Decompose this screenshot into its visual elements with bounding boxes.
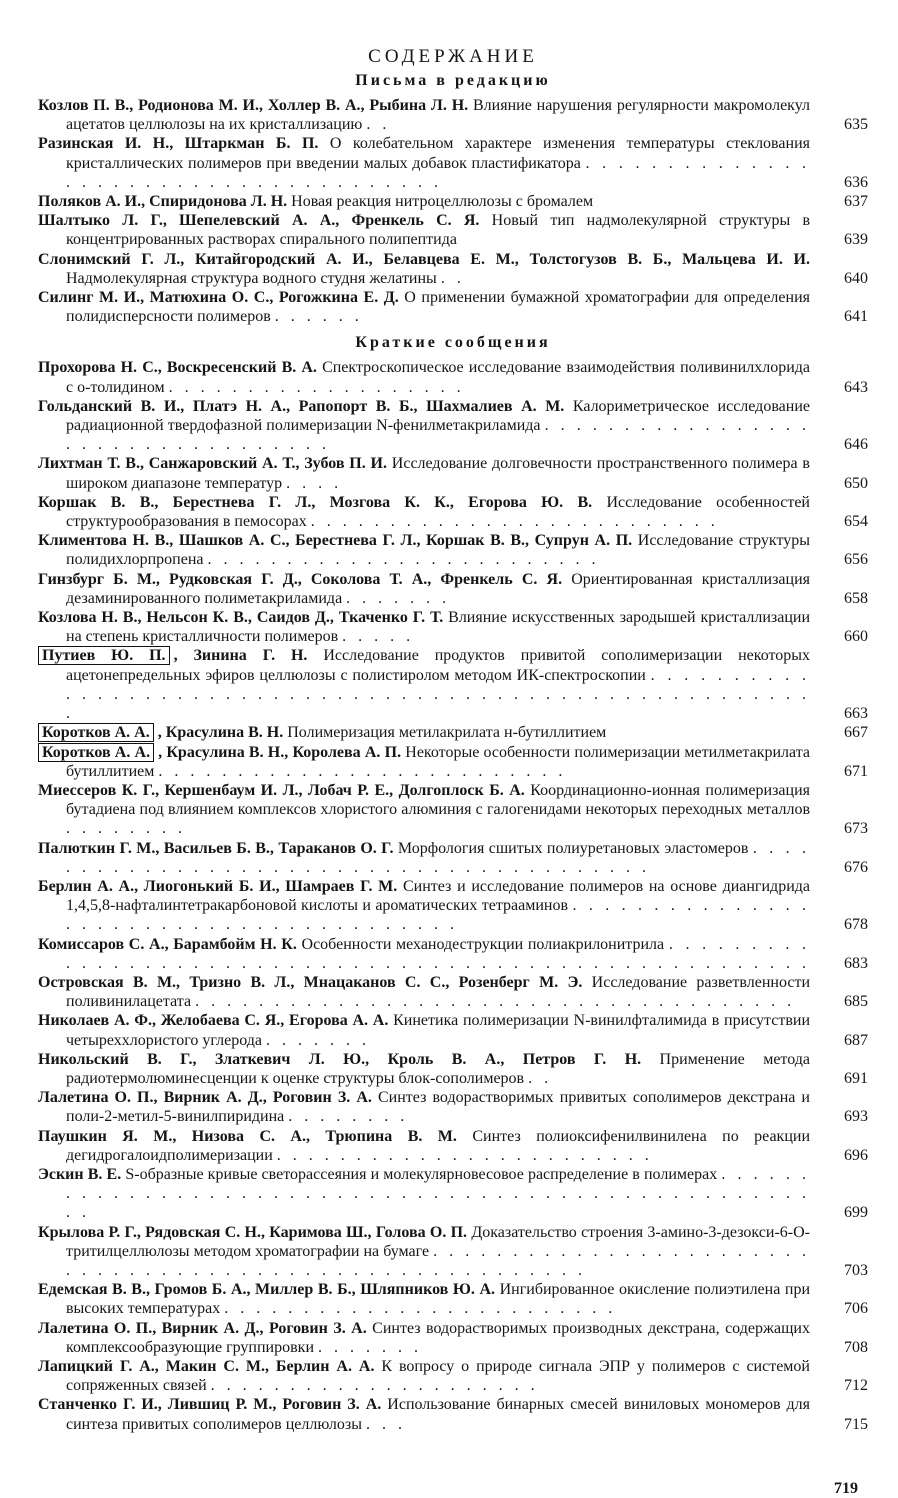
entry-text: [38, 493, 810, 531]
entry-text: [38, 211, 810, 249]
entry-leader-dots: . . . . . . . . . . . . . . . . . . . . . . . .: [276, 1146, 653, 1164]
toc-entry: [38, 608, 868, 646]
entry-text: [38, 973, 810, 1011]
toc-entry: [38, 493, 868, 531]
entry-authors: Паушкин Я. М., Низова С. А., Трюпина В. М.: [38, 1127, 457, 1145]
entry-authors: Гольданский В. И., Платэ Н. А., Рапопорт В. Б., Шахмалиев А. М.: [38, 397, 565, 415]
entry-title: Использование бинарных смесей виниловых мономеров для синтеза привитых сополимеров целлюлозы: [66, 1396, 811, 1433]
toc-entry: [38, 1395, 868, 1433]
entry-title: Кинетика полимеризации N-винилфталимида в присутствии четыреххлористого углерода: [66, 1012, 811, 1049]
entry-title: Новая реакция нитроцеллюлозы с бромалем: [287, 193, 594, 211]
entry-text: [38, 839, 810, 877]
entry-authors: Лапицкий Г. А., Макин С. М., Берлин А. А.: [38, 1358, 375, 1375]
entry-authors: Слонимский Г. Л., Китайгородский А. И., Белавцева Е. М., Толстогузов В. Б., Мальцева И. И.: [38, 250, 810, 268]
entry-text: [38, 1319, 810, 1357]
entry-page-number: 693: [844, 1108, 868, 1126]
page-title: СОДЕРЖАНИЕ: [368, 46, 538, 67]
entry-text: [38, 1357, 810, 1395]
entry-page-number: 636: [844, 173, 868, 191]
entry-title: Синтез водорастворимых производных декстрана, содержащих комплексообразующие группировки: [66, 1319, 810, 1356]
entry-title: Синтез водорастворимых привитых сополимеров декстрана и поли-2-метил-5-винилпиридина: [66, 1089, 810, 1126]
entry-authors: Гинзбург Б. М., Рудковская Г. Д., Соколова Т. А., Френкель С. Я.: [38, 570, 563, 588]
entry-leader-dots: . . . . .: [342, 628, 415, 646]
entry-page-number: 715: [844, 1415, 868, 1433]
toc-entry: [38, 1088, 868, 1126]
entry-page-number: 687: [844, 1031, 868, 1049]
entry-authors: Коршак В. В., Берестнева Г. Л., Мозгова К. К., Егорова Ю. В.: [38, 493, 593, 511]
toc-entry: [38, 288, 868, 326]
entry-text: [38, 1395, 810, 1433]
entry-title: Влияние нарушения регулярности макромолекул ацетатов целлюлозы на их кристаллизацию: [66, 97, 811, 134]
toc-entry: [38, 96, 868, 134]
entry-authors: Николаев А. Ф., Желобаева С. Я., Егорова А. А.: [38, 1012, 389, 1030]
entry-leader-dots: . . . . . . .: [346, 589, 451, 607]
entry-page-number: 639: [844, 231, 868, 249]
entry-page-number: 708: [844, 1338, 868, 1356]
entry-leader-dots: . . . . . . . . . . . . . . . . . . . . . . . . . . . . . . . . . . . . . . . . . . . . . . . . . . . . . . .: [66, 1165, 810, 1222]
entry-text: [38, 1088, 810, 1126]
entry-text: [38, 192, 810, 211]
entry-authors: Козлов П. В., Родионова М. И., Холлер В. А., Рыбина Л. Н.: [38, 97, 469, 114]
entry-authors: Лалетина О. П., Вирник А. Д., Роговин З. А.: [38, 1089, 372, 1107]
entry-page-number: 673: [844, 820, 868, 838]
entry-authors: Прохорова Н. С., Воскресенский В. А.: [38, 359, 317, 377]
entry-text: [38, 608, 810, 646]
entry-text: [38, 743, 810, 781]
entry-text: [38, 723, 810, 742]
entry-page-number: 663: [844, 705, 868, 723]
entry-page-number: 637: [844, 193, 868, 211]
entry-page-number: 676: [844, 858, 868, 876]
entry-page-number: 643: [844, 378, 868, 396]
entry-leader-dots: . .: [366, 116, 391, 134]
entry-leader-dots: . . . . . . .: [266, 1031, 370, 1049]
entry-leader-dots: . . . . . . . . . . . . . . . . . . . . . . . . . . . . . . . . . . . . . . . . . . . . . . . . . . . . . . . . . .: [66, 666, 810, 723]
contents-page: [38, 46, 868, 1434]
entry-leader-dots: . . . . . .: [274, 308, 363, 326]
entry-page-number: 635: [844, 116, 868, 134]
sections: [38, 72, 868, 1434]
entry-text: [38, 358, 810, 396]
entry-page-number: 656: [844, 551, 868, 569]
toc-entry: [38, 781, 868, 839]
toc-entry: [38, 531, 868, 569]
entry-page-number: 678: [844, 916, 868, 934]
entry-title: О колебательном характере изменения температуры стеклования кристаллических полимеров при введении малых добавок пластификатора: [66, 135, 810, 172]
entry-title: Синтез и исследование полимеров на основе диангидрида 1,4,5,8-нафталинтетракарбоновой кислоты и ароматических тетрааминов: [66, 877, 811, 915]
entry-leader-dots: . . . . . . . . . . . . . . . . . . . . . . . . . . . . . . . . . . . . . . . . .: [66, 839, 811, 876]
entry-text: [38, 1165, 810, 1223]
entry-leader-dots: . . . . . . . . . . . . . . . . . . .: [168, 378, 465, 396]
entry-leader-dots: . . . . . . . . . . . . . . . . . . . . . . . . . .: [158, 762, 567, 780]
entry-title: Особенности механодеструкции полиакрилонитрила: [296, 935, 669, 953]
toc-entry: [38, 454, 868, 492]
entry-authors: Силинг М. И., Матюхина О. С., Рогожкина Е. Д.: [38, 289, 399, 307]
entry-leader-dots: . . . . . . . . . . . . . . . . . . . . . . . . . . . . . . . . . . . . . . . . . . . . . . . . . . . . . . . . .: [66, 1242, 810, 1279]
entry-authors: Едемская В. В., Громов Б. А., Миллер В. Б., Шляпников Ю. А.: [38, 1281, 496, 1299]
entry-title: S-образные кривые светорассеяния и молекулярновесовое распределение в полимерах: [121, 1165, 722, 1183]
entry-page-number: 685: [844, 993, 868, 1011]
entry-text: [38, 935, 810, 973]
toc-entry: [38, 935, 868, 973]
entry-page-number: 712: [844, 1377, 868, 1395]
entry-title: К вопросу о природе сигнала ЭПР у полимеров с системой сопряженных связей: [66, 1358, 810, 1395]
toc-entry: [38, 723, 868, 742]
entry-leader-dots: . . . .: [286, 474, 343, 492]
entry-page-number: 699: [844, 1204, 868, 1222]
entry-title: Доказательство строения 3-амино-3-дезокси-6-О-тритилцеллюлозы методом хроматографии на бумаге: [66, 1223, 810, 1260]
entry-text: [38, 1127, 810, 1165]
entry-authors: Станченко Г. И., Лившиц Р. М., Роговин З. А.: [38, 1396, 382, 1414]
entry-authors: Коротков А. А.: [38, 723, 154, 742]
entry-title: Исследование особенностей структурообразования в пемосорах: [66, 493, 810, 531]
entry-title: Исследование долговечности пространственного полимера в широком диапазоне температур: [66, 455, 810, 492]
toc-entry: [38, 646, 868, 723]
entry-leader-dots: . . . . . . . . . . . . . . . . . . . . . . . . . . . . . . . . . . . . . .: [195, 993, 796, 1011]
entry-title: Ингибированное окисление полиэтилена при высоких температурах: [66, 1281, 811, 1318]
entry-authors: Эскин В. Е.: [38, 1165, 122, 1183]
entry-title: Влияние искусственных зародышей кристаллизации на степень кристалличности полимеров: [66, 609, 811, 646]
entry-page-number: 706: [844, 1300, 868, 1318]
toc-entry: [38, 192, 868, 211]
entry-page-number: 660: [844, 628, 868, 646]
entry-title: Калориметрическое исследование радиационной твердофазной полимеризации N-фенилметакриламида: [66, 397, 810, 435]
toc-entry: [38, 570, 868, 608]
toc-entry: [38, 743, 868, 781]
entry-title: О применении бумажной хроматографии для определения полидисперсности полимеров: [66, 289, 810, 326]
entry-title: Исследование структуры полидихлорпропена: [66, 532, 810, 569]
entry-page-number: 650: [844, 474, 868, 492]
toc-entry: [38, 1127, 868, 1165]
entry-leader-dots: . . . . . . .: [318, 1338, 422, 1356]
entry-leader-dots: . . . . . . . . . . . . . . . . . . . . . . . . . . . . . . . . . . . . . . . .: [66, 897, 811, 934]
entry-text: [38, 1223, 810, 1281]
entry-authors: Комиссаров С. А., Барамбойм Н. К.: [38, 935, 297, 953]
entry-title: Ориентированная кристаллизация дезаминированного полиметакриламида: [66, 570, 811, 607]
entry-leader-dots: . . . . . . . .: [288, 1108, 409, 1126]
entry-leader-dots: . . . . . . . . . . . . . . . . . . . . . . . . . . . . . . . . . . . . . . . . . . . . . . . . . . . . . . . .: [66, 935, 811, 972]
entry-page-number: 654: [844, 513, 868, 531]
entry-page-number: 667: [844, 724, 868, 742]
entry-title: Надмолекулярная структура водного студня желатины: [66, 269, 441, 287]
entry-page-number: 640: [844, 269, 868, 287]
entry-title: Спектроскопическое исследование взаимодействия поливинилхлорида с о-толидином: [66, 359, 810, 396]
entry-title: Новый тип надмолекулярной структуры в концентрированных растворах спирального полипептида: [66, 212, 810, 249]
entry-authors: Никольский В. Г., Златкевич Л. Ю., Кроль В. А., Петров Г. Н.: [38, 1050, 642, 1068]
entry-text: [38, 646, 810, 723]
entry-authors: Берлин А. А., Лиогонький Б. И., Шамраев Г. М.: [38, 877, 398, 895]
section-heading: Письма в редакцию: [355, 72, 551, 89]
entry-authors: Лалетина О. П., Вирник А. Д., Роговин З. А.: [38, 1319, 367, 1337]
entry-leader-dots: . . . . . . . . . . . . . . . . . . . . .: [210, 1377, 539, 1395]
entry-page-number: 646: [844, 436, 868, 454]
entry-authors: Козлова Н. В., Нельсон К. В., Саидов Д., Ткаченко Г. Т.: [38, 609, 444, 627]
entry-title: Полимеризация метилакрилата н-бутиллитием: [283, 724, 607, 742]
entry-leader-dots: . . . . . . . . . . . . . . . . . . . . . . . . . .: [310, 513, 719, 531]
toc-entry: [38, 1280, 868, 1318]
entry-coauthors: , Красулина В. Н.: [157, 724, 284, 742]
entry-page-number: 658: [844, 589, 868, 607]
entry-title: Морфология сшитых полиуретановых эластомеров: [393, 839, 753, 857]
entry-text: [38, 250, 810, 288]
entry-text: [38, 288, 810, 326]
entry-page-number: 696: [844, 1146, 868, 1164]
toc-entry: [38, 1223, 868, 1281]
entry-authors: Островская В. М., Тризно В. Л., Мнацаканов С. С., Розенберг М. Э.: [38, 973, 583, 991]
entry-leader-dots: . . . . . . . .: [66, 820, 186, 838]
entry-page-number: 641: [844, 308, 868, 326]
toc-entry: [38, 973, 868, 1011]
toc-entry: [38, 1357, 868, 1395]
entry-text: [38, 1050, 810, 1088]
entry-page-number: 703: [844, 1261, 868, 1279]
entry-coauthors: , Зинина Г. Н.: [173, 647, 308, 665]
toc-entry: [38, 211, 868, 249]
entry-leader-dots: . . . . . . . . . . . . . . . . . . . . . . . . .: [224, 1300, 617, 1318]
entry-authors: Миессеров К. Г., Кершенбаум И. Л., Лобач Р. Е., Долгоплоск Б. А.: [38, 781, 525, 799]
toc-entry: [38, 877, 868, 935]
entry-text: [38, 570, 810, 608]
entry-authors: Палюткин Г. М., Васильев Б. В., Тараканов О. Г.: [38, 839, 394, 857]
toc-entry: [38, 250, 868, 288]
entry-text: [38, 1011, 810, 1049]
entry-leader-dots: . . . . . . . . . . . . . . . . . . . . . . . . . . . . . . . . . . . . . .: [66, 154, 811, 191]
entry-coauthors: , Красулина В. Н., Королева А. П.: [158, 743, 402, 761]
entry-leader-dots: . . . . . . . . . . . . . . . . . . . . . . . . .: [207, 551, 600, 569]
entry-text: [38, 531, 810, 569]
entry-text: [38, 134, 810, 192]
entry-authors: Климентова Н. В., Шашков А. С., Берестнева Г. Л., Коршак В. В., Супрун А. П.: [38, 532, 633, 550]
entry-text: [38, 397, 810, 455]
entry-title: Некоторые особенности полимеризации метилметакрилата бутиллитием: [66, 743, 811, 780]
toc-entry: [38, 134, 868, 192]
toc-entry: [38, 1011, 868, 1049]
toc-entry: [38, 358, 868, 396]
toc-entry: [38, 1050, 868, 1088]
toc-entry: [38, 1165, 868, 1223]
entry-title: Исследование продуктов привитой сополимеризации некоторых ацетонепредельных эфиров целлюлозы с полистиролом методом ИК-спектроскопии: [66, 647, 811, 684]
entry-authors: Лихтман Т. В., Санжаровский А. Т., Зубов П. И.: [38, 455, 387, 473]
entry-title: Применение метода радиотермолюминесценции к оценке структуры блок-сополимеров: [66, 1050, 810, 1087]
entry-leader-dots: . . . . . . . . . . . . . . . . . . . . . . . . . . . . . . . . . .: [66, 417, 810, 454]
section-heading: Краткие сообщения: [355, 334, 551, 352]
entry-authors: Путиев Ю. П.: [38, 646, 170, 665]
entry-page-number: 671: [844, 762, 868, 780]
entry-authors: Разинская И. Н., Штаркман Б. П.: [38, 135, 319, 153]
entry-text: [38, 454, 810, 492]
entry-text: [38, 1280, 810, 1318]
entry-title: Синтез полиоксифенилвинилена по реакции дегидрогалоидполимеризации: [66, 1127, 811, 1164]
entry-text: [38, 96, 810, 134]
entry-authors: Шалтыко Л. Г., Шепелевский А. А., Френкель С. Я.: [38, 212, 480, 230]
toc-entry: [38, 397, 868, 455]
entry-authors: Коротков А. А.: [38, 743, 154, 762]
entry-authors: Поляков А. И., Спиридонова Л. Н.: [38, 193, 288, 211]
entry-leader-dots: . .: [440, 269, 465, 287]
entry-page-number: 683: [844, 954, 868, 972]
entry-leader-dots: . .: [528, 1069, 553, 1087]
cut-page-number: 719: [834, 1480, 858, 1497]
entry-authors: Крылова Р. Г., Рядовская С. Н., Каримова Ш., Голова О. П.: [38, 1223, 468, 1241]
entry-title: Исследование разветвленности поливинилацетата: [66, 973, 811, 1011]
entry-leader-dots: . . .: [365, 1415, 406, 1433]
toc-entry: [38, 1319, 868, 1357]
entry-page-number: 691: [844, 1069, 868, 1087]
entry-text: [38, 877, 810, 935]
toc-entry: [38, 839, 868, 877]
entry-text: [38, 781, 810, 839]
entry-title: Координационно-ионная полимеризация бутадиена под влиянием комплексов хлористого алюминия с галогенидами некоторых переходных металлов: [66, 781, 810, 819]
